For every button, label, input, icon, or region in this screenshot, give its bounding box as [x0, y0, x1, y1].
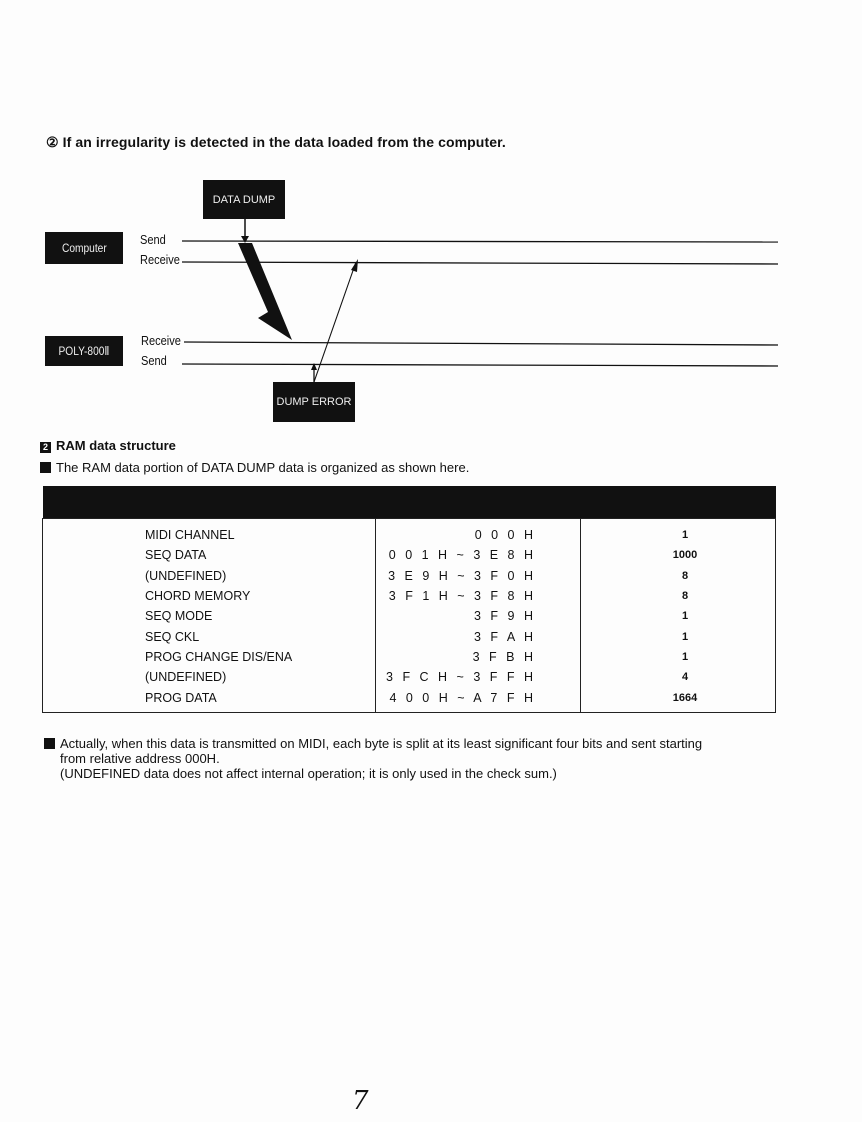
computer-box: Computer	[45, 232, 123, 264]
table-header-cell	[581, 486, 776, 519]
computer-receive-label: Receive	[140, 252, 180, 267]
row-size: 1	[681, 529, 689, 542]
table-row	[43, 586, 776, 606]
ram-data-table	[42, 486, 776, 713]
row-name: SEQ CKL	[43, 626, 376, 646]
row-name: SEQ MODE	[43, 606, 376, 626]
row-name: SEQ DATA	[43, 545, 376, 565]
table-header-row	[43, 486, 776, 519]
row-address: 3 F 1 H ~ 3 F 8 H	[376, 586, 581, 606]
row-name: (UNDEFINED)	[43, 667, 376, 687]
table-row	[43, 647, 776, 667]
heading-text: If an irregularity is detected in the data loaded from the computer.	[62, 134, 506, 150]
row-address: 3 F A H	[376, 626, 581, 646]
row-name: (UNDEFINED)	[43, 566, 376, 586]
row-size: 1	[681, 610, 689, 623]
bullet-text	[40, 460, 469, 475]
table-header-cell	[43, 486, 376, 519]
row-size: 1	[681, 650, 689, 663]
table-header-cell	[376, 486, 581, 519]
page-number: 7	[352, 1086, 369, 1116]
data-dump-tick-head	[241, 236, 249, 243]
transmission-note	[44, 736, 804, 781]
note-bullet-square-icon	[44, 738, 55, 749]
data-dump-wedge-arrow	[238, 243, 292, 340]
note-line-2: from relative address 000H.	[60, 751, 220, 766]
row-size: 8	[681, 590, 689, 603]
poly-receive-line	[184, 342, 778, 345]
row-name: PROG DATA	[43, 687, 376, 712]
row-address: 3 E 9 H ~ 3 F 0 H	[376, 566, 581, 586]
dump-error-box: DUMP ERROR	[273, 382, 355, 422]
table-row	[43, 667, 776, 687]
row-size: 1664	[672, 691, 698, 704]
table-row	[43, 606, 776, 626]
row-name: PROG CHANGE DIS/ENA	[43, 647, 376, 667]
computer-receive-line	[182, 262, 778, 264]
section-title	[40, 438, 176, 453]
row-address: 0 0 1 H ~ 3 E 8 H	[376, 545, 581, 565]
note-line-3: (UNDEFINED data does not affect internal operation; it is only used in the check sum.)	[60, 766, 557, 781]
row-size: 1	[681, 630, 689, 643]
row-size: 1000	[672, 549, 698, 562]
table-row	[43, 545, 776, 565]
poly-send-label: Send	[141, 353, 167, 368]
circled-two-marker: ②	[46, 134, 59, 150]
table-row	[43, 687, 776, 712]
poly-box: POLY-800Ⅱ	[45, 336, 123, 366]
bullet-text-content: The RAM data portion of DATA DUMP data is organized as shown here.	[56, 460, 470, 475]
note-line-1: Actually, when this data is transmitted on MIDI, each byte is split at its least significant four bits and sent starting	[60, 736, 703, 751]
row-name: MIDI CHANNEL	[43, 519, 376, 546]
data-dump-diagram	[0, 0, 862, 440]
row-address: 3 F B H	[376, 647, 581, 667]
computer-send-label: Send	[140, 232, 166, 247]
computer-send-line	[182, 241, 778, 242]
poly-send-line	[182, 364, 778, 366]
section-number-badge: 2	[40, 442, 51, 453]
dump-error-arrow-head	[351, 259, 358, 272]
row-size: 4	[681, 671, 689, 684]
row-address: 3 F 9 H	[376, 606, 581, 626]
row-address: 3 F C H ~ 3 F F H	[376, 667, 581, 687]
row-name: CHORD MEMORY	[43, 586, 376, 606]
bullet-square-icon	[40, 462, 51, 473]
row-address: 4 0 0 H ~ A 7 F H	[376, 687, 581, 712]
poly-receive-label: Receive	[141, 333, 181, 348]
row-address: 0 0 0 H	[376, 519, 581, 546]
row-size: 8	[681, 569, 689, 582]
table-row	[43, 626, 776, 646]
data-dump-box: DATA DUMP	[203, 180, 285, 219]
table-row	[43, 566, 776, 586]
section-title-text: RAM data structure	[56, 438, 176, 453]
table-row	[43, 519, 776, 546]
